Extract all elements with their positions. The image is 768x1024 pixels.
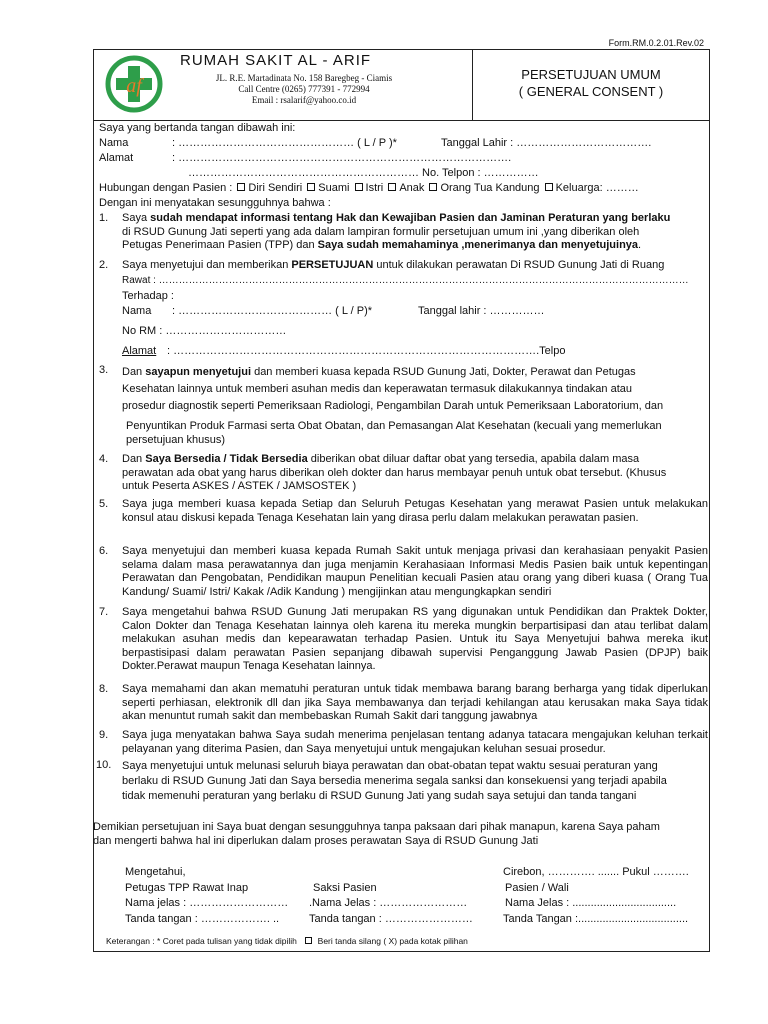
pasien-nama-field[interactable]: : …………………………………… ( L / P)* — [172, 305, 373, 317]
hospital-address: JL. R.E. Martadinata No. 158 Baregbeg - Ciamis — [215, 73, 393, 83]
item-3 — [122, 364, 710, 415]
item-3-line4: Penyuntikan Produk Farmasi serta Obat Obatan, dan Pemasangan Alat Kesehatan (kecuali yang memerlukan — [126, 420, 662, 432]
closing-line2: dan mengerti bahwa hal ini diperlukan dalam proses perawatan Saya di RSUD Gunung Jati — [93, 834, 539, 847]
pasien-nama-label: Nama — [122, 305, 152, 317]
item-2-line1: Saya menyetujui dan memberikan PERSETUJUAN untuk dilakukan perawatan Di RSUD Gunung Jati di Ruang — [122, 259, 665, 271]
item-3-number: 3. — [99, 364, 109, 376]
form-code: Form.RM.0.2.01.Rev.02 — [608, 38, 704, 48]
checkbox-suami[interactable] — [307, 183, 315, 191]
terhadap-label: Terhadap : — [122, 290, 174, 302]
sig-col2-title: Saksi Pasien — [313, 882, 377, 894]
tanggal-lahir-field[interactable]: Tanggal Lahir : ………………………………. — [441, 137, 652, 149]
hospital-email: Email : rsalarif@yahoo.co.id — [251, 95, 357, 105]
sig-col1-ttd-field[interactable]: Tanda tangan : ………………. .. — [125, 913, 280, 925]
item-4-line1: Dan Saya Bersedia / Tidak Bersedia diberikan obat diluar daftar obat yang tersedia, apabila dalam masa — [122, 453, 640, 465]
item-10-number: 10. — [96, 759, 112, 771]
item-8-number: 8. — [99, 683, 109, 695]
checkbox-orang-tua-kandung[interactable] — [429, 183, 437, 191]
item-1-line2: di RSUD Gunung Jati seperti yang ada dalam lampiran formulir persetujuan umum ini ,yang diberikan oleh — [122, 225, 640, 238]
item-9-text: Saya juga menyatakan bahwa Saya sudah menerima penjelasan tentang adanya tatacara mengajukan keluhan terkait pelayanan yang diterima Pasien, dan Saya menyetujui untuk mengajukan keluhan sesuai prosedur. — [122, 729, 708, 755]
sig-col3-title: Pasien / Wali — [505, 882, 569, 894]
item-1-bold-a: sudah mendapat informasi tentang Hak dan Kewajiban Pasien dan Jaminan Peraturan yang berlaku — [150, 212, 671, 224]
place-date-field[interactable]: Cirebon, …………. ....... Pukul ………. — [503, 866, 689, 878]
svg-text:af: af — [126, 75, 142, 97]
alamat-line2-telpon-field[interactable]: ……………………………………………………… No. Telpon : …………… — [188, 167, 539, 179]
item-4-number: 4. — [99, 453, 109, 465]
option-suami: Suami — [318, 182, 350, 194]
footnote-checkbox-note: Beri tanda silang ( X) pada kotak pilihan — [317, 936, 468, 946]
no-rm-field[interactable]: No RM : …………………………… — [122, 325, 287, 337]
option-orang-tua-kandung: Orang Tua Kandung — [440, 182, 540, 194]
item-10 — [122, 759, 710, 804]
item-10-line3: tidak memenuhi peraturan yang berlaku di RSUD Gunung Jati yang sudah saya setujui dan tanda tangani — [122, 790, 637, 802]
item-6-number: 6. — [99, 545, 109, 557]
declare-text: Dengan ini menyatakan sesungguhnya bahwa : — [99, 197, 331, 209]
item-7-number: 7. — [99, 606, 109, 618]
item-5-text: Saya juga memberi kuasa kepada Setiap dan Seluruh Petugas Kesehatan yang merawat Pasien untuk melakukan konsul atau diskusi kepada Tenaga Kesehatan lain yang dirasa perlu dalam melakukan perawatan pasien. — [122, 498, 708, 524]
item-6-text: Saya menyetujui dan memberi kuasa kepada Rumah Sakit untuk menjaga privasi dan kerahasiaan penyakit Pasien selama dalam masa perawatannya dan juga menjamin Kerahasiaan Informasi Medis Pasien baik untuk kepentingan Perawatan dan Pengobatan, Pendidikan maupun Penelitian kecuali Pasien atau orang yang diberi kuasa ( Orang Tua Kandung/ Suami/ Istri/ Kakak /Adik Kandung ) mengijinkan atau mengungkapkan sendiri — [122, 545, 708, 598]
checkbox-diri-sendiri[interactable] — [237, 183, 245, 191]
item-10-line1: Saya menyetujui untuk melunasi seluruh biaya perawatan dan obat-obatan tepat waktu sesuai peraturan yang — [122, 760, 658, 772]
closing-statement — [93, 821, 710, 848]
hubungan-label: Hubungan dengan Pasien : — [99, 182, 233, 194]
hubungan-row — [99, 182, 639, 195]
item-1-line1: Saya sudah mendapat informasi tentang Hak dan Kewajiban Pasien dan Jaminan Peraturan yang berlaku — [122, 212, 671, 224]
closing-line1: Demikian persetujuan ini Saya buat dengan sesungguhnya tanpa paksaan dari pihak manapun, karena Saya paham — [93, 821, 660, 833]
alamat-field[interactable]: : ………………………………………………………………………………. — [172, 152, 512, 164]
item-1-bold-b: Saya sudah memahaminya ,menerimanya dan menyetujuinya — [317, 239, 639, 252]
sig-col1-title: Petugas TPP Rawat Inap — [125, 882, 249, 894]
item-1-line3: Petugas Penerimaan Pasien (TPP) dan Saya sudah memahaminya ,menerimanya dan menyetujuinya. — [122, 239, 642, 252]
item-3-line2: Kesehatan lainnya untuk memberi asuhan medis dan keperawatan termasuk dilakukannya tindakan atau — [122, 383, 632, 395]
hospital-name: RUMAH SAKIT AL - ARIF — [180, 52, 372, 69]
item-1 — [122, 212, 710, 253]
sig-col2-ttd-field[interactable]: Tanda tangan : …………………… — [309, 913, 473, 925]
pasien-alamat-label: Alamat — [122, 345, 157, 357]
consent-title-line1: PERSETUJUAN UMUM — [521, 67, 661, 82]
footnote — [106, 936, 468, 946]
pasien-tanggal-lahir-field[interactable]: Tanggal lahir : …………… — [418, 305, 545, 317]
checkbox-anak[interactable] — [388, 183, 396, 191]
item-4-bold: Saya Bersedia / Tidak Bersedia — [145, 453, 308, 465]
item-2-number: 2. — [99, 259, 109, 271]
item-3-bold: sayapun menyetujui — [145, 366, 252, 378]
mengetahui-label: Mengetahui, — [125, 866, 186, 878]
item-3-line5: persetujuan khusus) — [126, 433, 226, 446]
footnote-label: Keterangan : * Coret pada tulisan yang tidak dipilih — [106, 936, 297, 946]
sig-col2-nama-field[interactable]: .Nama Jelas : …………………… — [309, 897, 468, 909]
sig-col1-nama-field[interactable]: Nama jelas : ……………………… — [125, 897, 289, 909]
ruang-rawat-field[interactable]: Rawat : …………………………………………………………………………………………………………………………………………… — [122, 275, 689, 286]
item-3-line1: Dan sayapun menyetujui dan memberi kuasa kepada RSUD Gunung Jati, Dokter, Perawat dan Petugas — [122, 366, 636, 378]
item-4 — [122, 453, 710, 494]
item-8-text: Saya memahami dan akan mematuhi peraturan untuk tidak membawa barang barang berharga yang tidak diperlukan seperti perhiasan, elektronik dll dan jika Saya membawanya dan terjadi kehilangan atau kerusakan maka Saya tidak akan menuntut rumah sakit dan membebaskan Rumah Sakit dari tanggung jawabnya — [122, 683, 708, 723]
checkbox-keluarga[interactable] — [545, 183, 553, 191]
footnote-checkbox-icon — [305, 937, 312, 944]
item-1-number: 1. — [99, 212, 109, 224]
option-anak: Anak — [399, 182, 425, 194]
item-3-cont — [126, 420, 710, 447]
option-keluarga: Keluarga: ……… — [555, 182, 639, 194]
item-2-bold: PERSETUJUAN — [291, 259, 374, 271]
hospital-call-centre: Call Centre (0265) 777391 - 772994 — [238, 84, 370, 94]
sig-col3-ttd-field[interactable]: Tanda Tangan :.................................... — [503, 913, 689, 925]
option-diri-sendiri: Diri Sendiri — [248, 182, 303, 194]
item-5-number: 5. — [99, 498, 109, 510]
checkbox-istri[interactable] — [355, 183, 363, 191]
item-4-line3: untuk Peserta ASKES / ASTEK / JAMSOSTEK ) — [122, 480, 357, 493]
item-4-line2: perawatan ada obat yang harus diberikan oleh dokter dan harus membayar penuh untuk obat tersebut. (Khusus — [122, 466, 667, 479]
nama-field[interactable]: : ………………………………………… ( L / P )* — [172, 137, 397, 149]
item-10-line2: berlaku di RSUD Gunung Jati dan Saya bersedia menerima segala sanksi dan konsekuensi yang terjadi apabila — [122, 775, 667, 787]
hospital-logo — [104, 54, 164, 114]
item-9-number: 9. — [99, 729, 109, 741]
item-7-text: Saya mengetahui bahwa RSUD Gunung Jati merupakan RS yang digunakan untuk Pendidikan dan Praktek Dokter, Calon Dokter dan Tenaga Kesehatan lainnya oleh karena itu mereka mungkin berpartisipasi dan atau terlibat dalam melakukan asuhan medis dan kepearawatan terhadap Pasien. Untuk itu Saya Menyetujui bahwa mereka ikut berpastisipasi dalam perawatan Pasien sepanjang dibawah supervisi Penganggung Jawab Pasien (DPJP) baik Dokter.Perawat maupun Tenaga Kesehatan lainnya. — [122, 606, 708, 673]
nama-label: Nama — [99, 137, 129, 149]
pasien-alamat-field[interactable]: : ……………………………………………………………………………………….Telpo — [167, 345, 566, 357]
consent-title-line2: ( GENERAL CONSENT ) — [518, 84, 664, 99]
item-3-line3: prosedur diagnostik seperti Pemeriksaan Radiologi, Pengambilan Darah untuk Pemeriksaan Laboratorium, dan — [122, 400, 664, 412]
alamat-label: Alamat — [99, 152, 134, 164]
consent-title — [473, 66, 709, 100]
intro-text: Saya yang bertanda tangan dibawah ini: — [99, 122, 296, 134]
sig-col3-nama-field[interactable]: Nama Jelas : .................................. — [505, 897, 677, 909]
option-istri: Istri — [365, 182, 384, 194]
